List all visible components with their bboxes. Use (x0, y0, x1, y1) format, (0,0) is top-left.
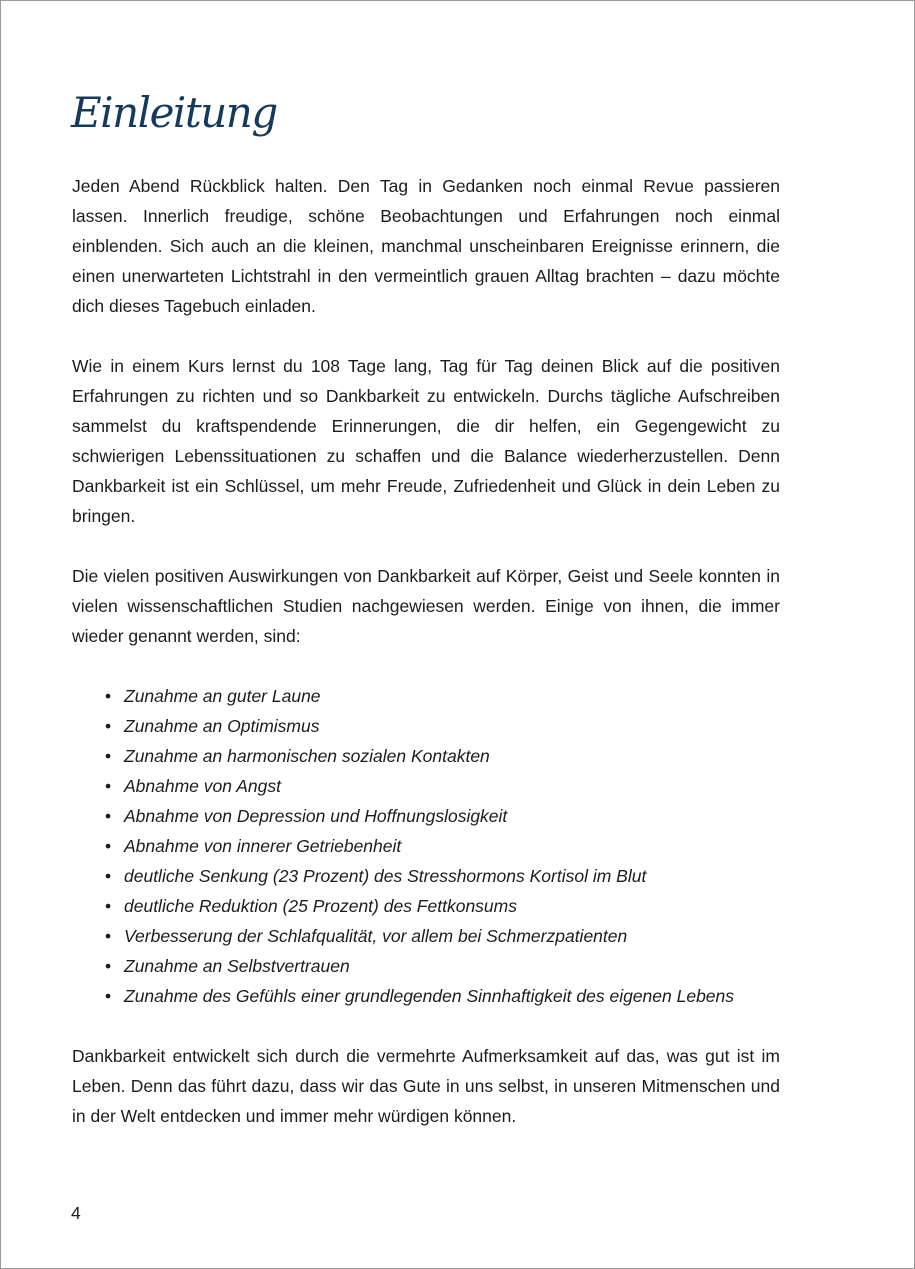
effects-paragraph: Die vielen positiven Auswirkungen von Dankbarkeit auf Körper, Geist und Seele konnten in vielen wissenschaftlichen Studien nachgewiesen werden. Einige von ihnen, die immer wieder genannt werden, sind: (72, 566, 780, 646)
list-item (72, 771, 780, 801)
list-item-text: Verbesserung der Schlafqualität, vor allem bei Schmerzpatienten (124, 926, 628, 946)
intro-paragraph: Jeden Abend Rückblick halten. Den Tag in Gedanken noch einmal Revue passieren lassen. Innerlich freudige, schöne Beobachtungen und Erfahrungen noch einmal einblenden. Sich auch an die kleinen, manchmal unscheinbaren Ereignisse erinnern, die einen unerwarteten Lichtstrahl in den vermeintlich grauen Alltag brachten – dazu möchte dich dieses Tagebuch einladen. (72, 176, 780, 316)
list-item (72, 981, 780, 1011)
list-item-text: deutliche Senkung (23 Prozent) des Stresshormons Kortisol im Blut (124, 866, 647, 886)
page-number: 4 (71, 1203, 81, 1223)
bullet-icon: • (105, 746, 112, 766)
bullet-icon: • (105, 866, 112, 886)
bullet-icon: • (105, 956, 112, 976)
list-item-text: Zunahme an guter Laune (124, 686, 321, 706)
list-item-text: Zunahme an Selbstvertrauen (124, 956, 350, 976)
bullet-icon: • (105, 806, 112, 826)
page-heading: Einleitung (71, 88, 277, 137)
list-item (72, 861, 780, 891)
course-paragraph: Wie in einem Kurs lernst du 108 Tage lang, Tag für Tag deinen Blick auf die positiven Erfahrungen zu richten und so Dankbarkeit zu entwickeln. Durchs tägliche Aufschreiben sammelst du kraftspendende Erinnerungen, die dir helfen, ein Gegengewicht zu schwierigen Lebenssituationen zu schaffen und die Balance wiederherzustellen. Denn Dankbarkeit ist ein Schlüssel, um mehr Freude, Zufriedenheit und Glück in dein Leben zu bringen. (72, 356, 780, 526)
list-item-text: Abnahme von innerer Getriebenheit (124, 836, 402, 856)
bullet-icon: • (105, 926, 112, 946)
bullet-icon: • (105, 776, 112, 796)
closing-paragraph: Dankbarkeit entwickelt sich durch die vermehrte Aufmerksamkeit auf das, was gut ist im Leben. Denn das führt dazu, dass wir das Gute in uns selbst, in unseren Mitmenschen und in der Welt entdecken und immer mehr würdigen können. (72, 1046, 780, 1126)
effects-list (72, 681, 780, 1011)
list-item-text: deutliche Reduktion (25 Prozent) des Fettkonsums (124, 896, 517, 916)
bullet-icon: • (105, 716, 112, 736)
list-item (72, 741, 780, 771)
list-item-text: Abnahme von Angst (124, 776, 281, 796)
list-item (72, 921, 780, 951)
list-item (72, 891, 780, 921)
list-item (72, 951, 780, 981)
list-item-text: Abnahme von Depression und Hoffnungslosigkeit (124, 806, 508, 826)
list-item-text: Zunahme an Optimismus (124, 716, 320, 736)
bullet-icon: • (105, 836, 112, 856)
list-item (72, 801, 780, 831)
bullet-icon: • (105, 686, 112, 706)
list-item-text: Zunahme an harmonischen sozialen Kontakten (124, 746, 490, 766)
list-item (72, 831, 780, 861)
list-item (72, 711, 780, 741)
list-item-text: Zunahme des Gefühls einer grundlegenden Sinnhaftigkeit des eigenen Lebens (124, 986, 735, 1006)
bullet-icon: • (105, 986, 112, 1006)
list-item (72, 681, 780, 711)
bullet-icon: • (105, 896, 112, 916)
page-content (72, 171, 780, 1161)
